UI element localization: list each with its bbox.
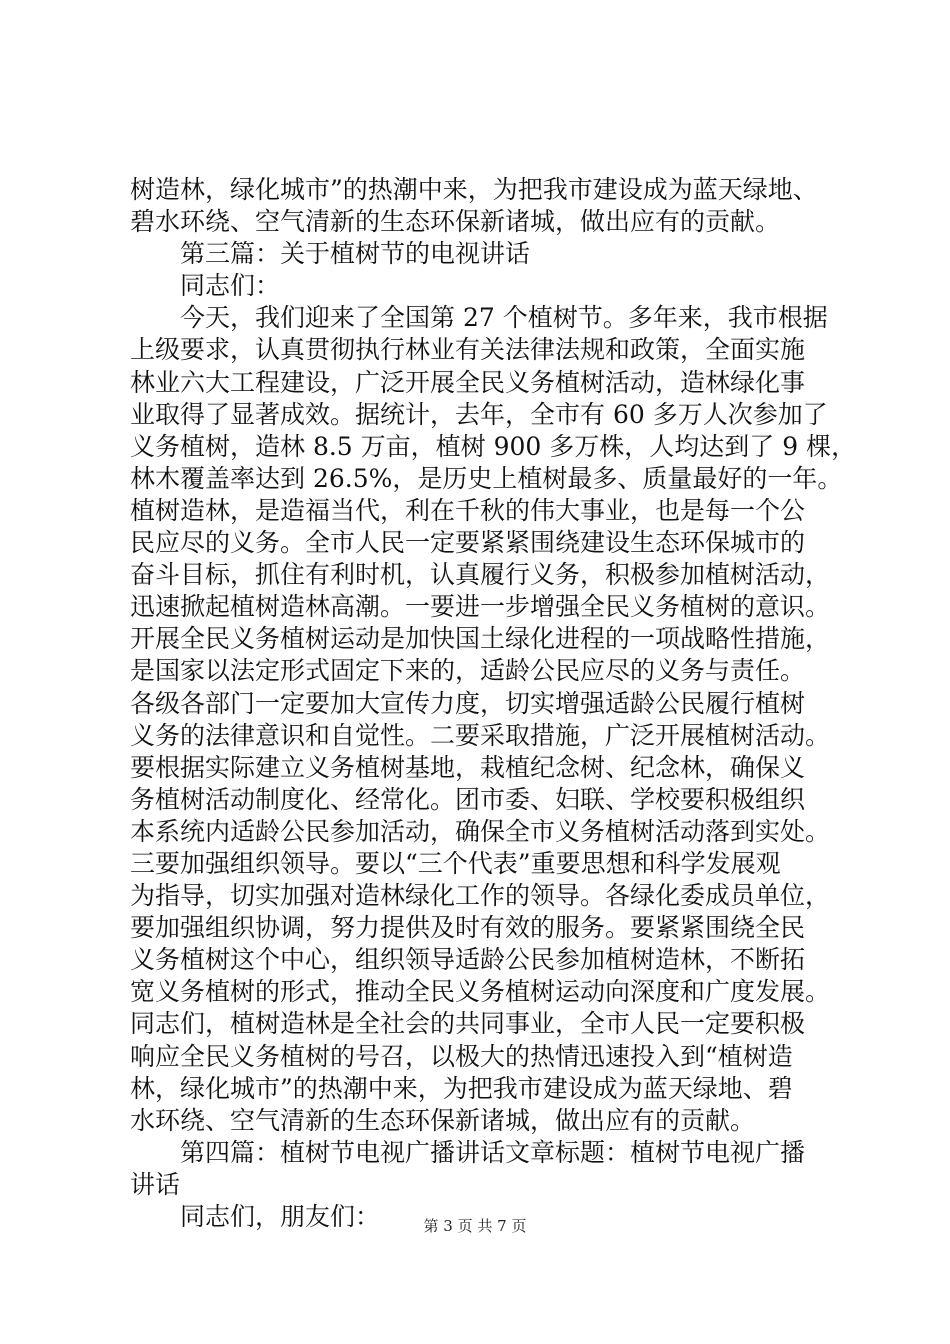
salutation: 同志们： — [180, 271, 281, 301]
text-line: 林，绿化城市”的热潮中来，为把我市建设成为蓝天绿地、碧 — [130, 1073, 793, 1103]
text-line: 本系统内适龄公民参加活动，确保全市义务植树活动落到实处。 — [130, 816, 831, 846]
text-line: 务植树活动制度化、经常化。团市委、妇联、学校要积极组织 — [130, 784, 806, 814]
text-line: 奋斗目标，抓住有利时机，认真履行义务，积极参加植树活动， — [130, 560, 831, 590]
text-line: 业取得了显著成效。据统计，去年，全市有 60 多万人次参加了 — [130, 399, 828, 429]
text-line: 同志们，植树造林是全社会的共同事业，全市人民一定要积极 — [130, 1009, 806, 1039]
document-body — [130, 174, 857, 1233]
text-line: 林木覆盖率达到 26.5%，是历史上植树最多、质量最好的一年。 — [130, 463, 843, 493]
text-line: 各级各部门一定要加大宣传力度，切实增强适龄公民履行植树 — [130, 688, 806, 718]
section-heading: 第四篇：植树节电视广播讲话文章标题：植树节电视广播 — [180, 1137, 806, 1167]
text-line: 义务的法律意识和自觉性。二要采取措施，广泛开展植树活动。 — [130, 720, 831, 750]
text-line: 碧水环绕、空气清新的生态环保新诸城，做出应有的贡献。 — [130, 207, 781, 237]
text-line: 三要加强组织领导。要以“三个代表”重要思想和科学发展观 — [130, 848, 781, 878]
text-line: 植树造林，是造福当代，利在千秋的伟大事业，也是每一个公 — [130, 495, 806, 525]
text-line: 是国家以法定形式固定下来的，适龄公民应尽的义务与责任。 — [130, 656, 806, 686]
section-heading: 第三篇：关于植树节的电视讲话 — [180, 239, 531, 269]
text-line: 讲话 — [130, 1169, 181, 1199]
text-line: 义务植树这个中心，组织领导适龄公民参加植树造林，不断拓 — [130, 945, 806, 975]
text-line: 水环绕、空气清新的生态环保新诸城，做出应有的贡献。 — [130, 1105, 756, 1135]
text-line: 民应尽的义务。全市人民一定要紧紧围绕建设生态环保城市的 — [130, 528, 806, 558]
page-footer: 第 3 页 共 7 页 — [423, 1217, 527, 1235]
text-line: 开展全民义务植树运动是加快国土绿化进程的一项战略性措施， — [130, 624, 831, 654]
text-line: 要根据实际建立义务植树基地，栽植纪念树、纪念林，确保义 — [130, 752, 806, 782]
text-line: 响应全民义务植树的号召，以极大的热情迅速投入到“植树造 — [130, 1041, 793, 1071]
text-line: 树造林，绿化城市”的热潮中来，为把我市建设成为蓝天绿地、 — [130, 175, 818, 204]
text-line: 宽义务植树的形式，推动全民义务植树运动向深度和广度发展。 — [130, 977, 831, 1007]
text-line: 林业六大工程建设，广泛开展全民义务植树活动，造林绿化事 — [130, 367, 806, 397]
salutation: 同志们，朋友们： — [180, 1202, 381, 1231]
text-line: 要加强组织协调，努力提供及时有效的服务。要紧紧围绕全民 — [130, 913, 806, 943]
text-line: 为指导，切实加强对造林绿化工作的领导。各绿化委成员单位， — [130, 881, 831, 911]
text-line: 迅速掀起植树造林高潮。一要进一步增强全民义务植树的意识。 — [130, 592, 831, 622]
paragraph-start: 今天，我们迎来了全国第 27 个植树节。多年来，我市根据 — [180, 303, 828, 333]
text-line: 义务植树，造林 8.5 万亩，植树 900 多万株，人均达到了 9 棵， — [130, 431, 857, 461]
text-line: 上级要求，认真贯彻执行林业有关法律法规和政策，全面实施 — [130, 335, 806, 365]
